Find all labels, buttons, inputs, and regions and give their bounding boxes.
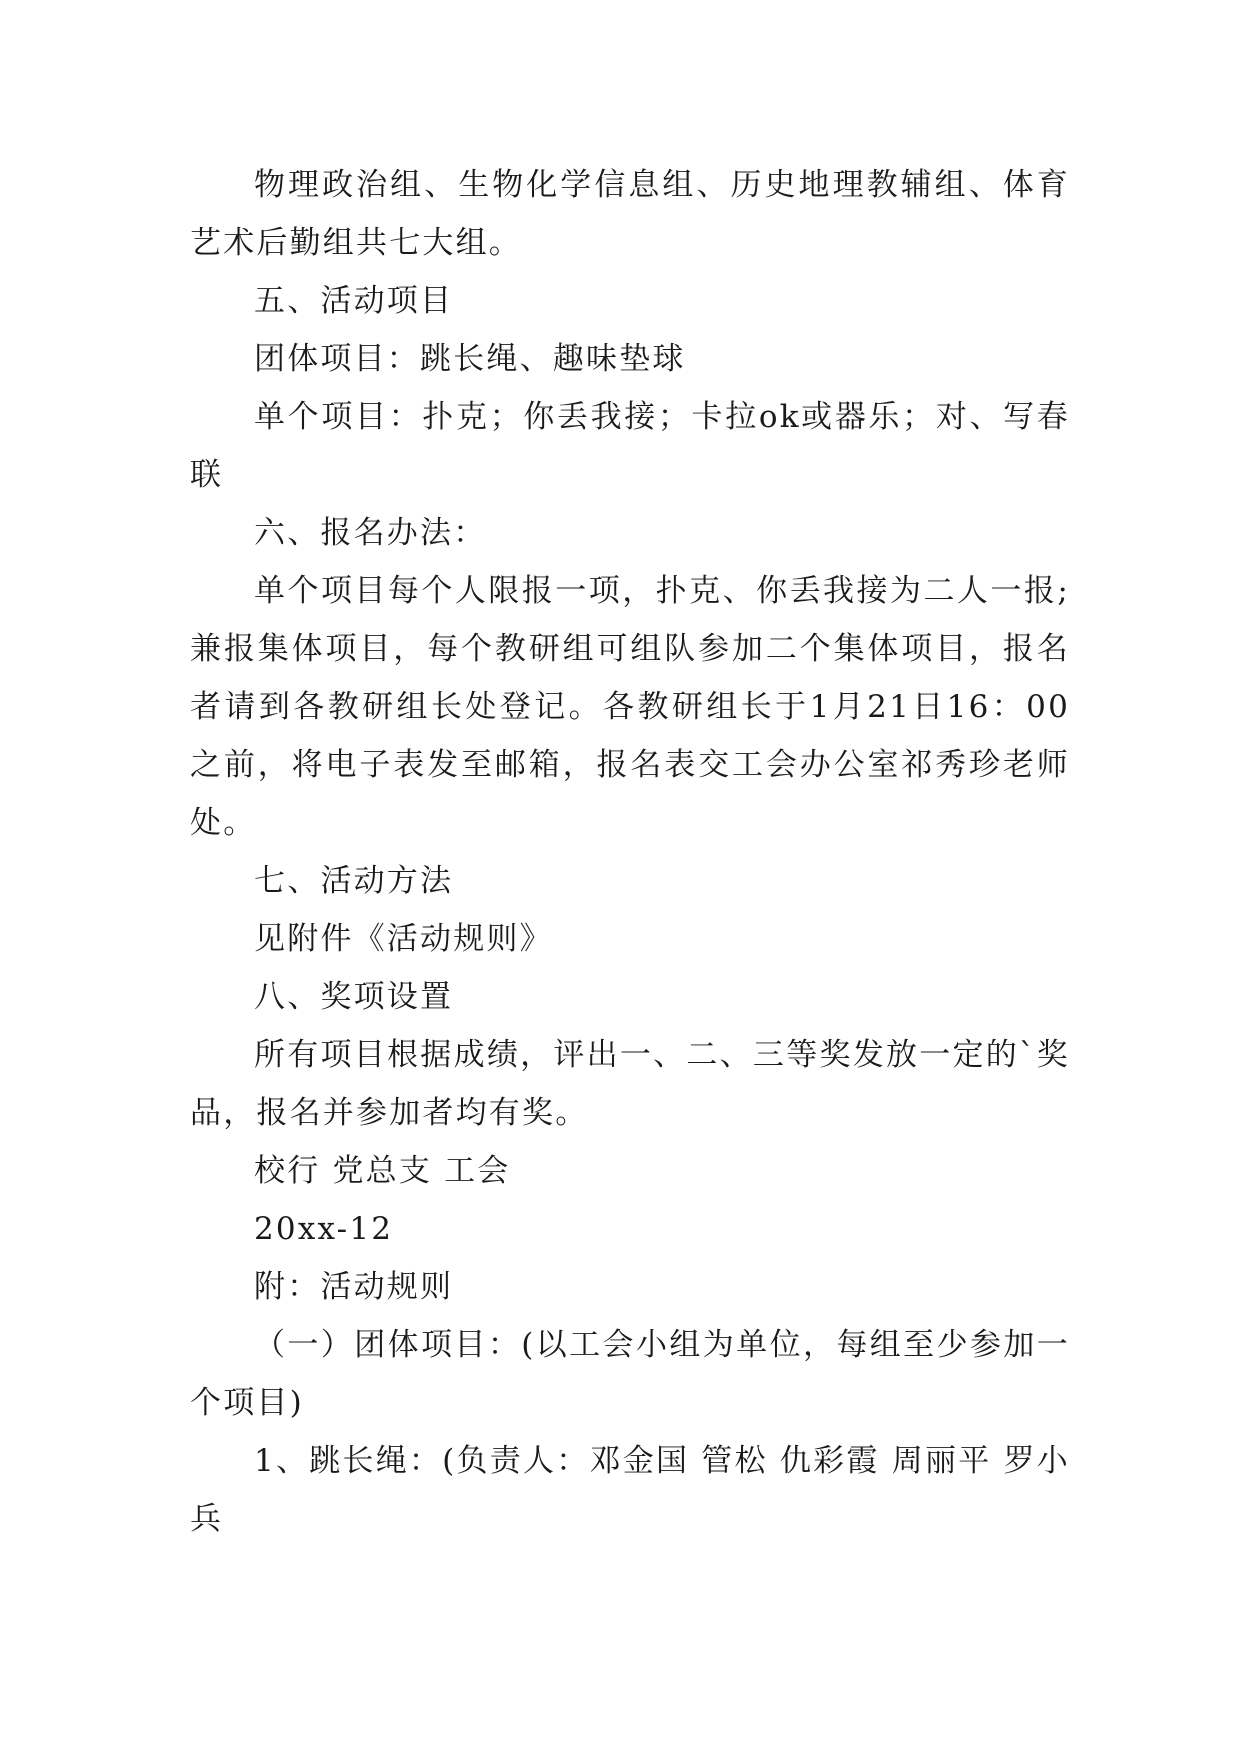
signature-date: 20xx-12: [254, 1211, 394, 1247]
paragraph-awards: 所有项目根据成绩，评出一、二、三等奖发放一定的`奖品，报名并参加者均有奖。: [190, 1037, 1070, 1131]
paragraph-team-items: 团体项目：跳长绳、趣味垫球: [254, 341, 686, 377]
heading-activity-method: 七、活动方法: [254, 863, 454, 899]
paragraph-registration: 单个项目每个人限报一项，扑克、你丢我接为二人一报;兼报集体项目，每个教研组可组队参加二个集体项目，报名者请到各教研组长处登记。各教研组长于1月21日16：00之前，将电子表发至邮箱，报名表交工会办公室祁秀珍老师处。: [190, 573, 1070, 841]
paragraph-team-project-rules: （一）团体项目：(以工会小组为单位，每组至少参加一个项目): [190, 1327, 1070, 1421]
heading-awards: 八、奖项设置: [254, 979, 454, 1015]
paragraph-single-items: 单个项目：扑克；你丢我接；卡拉ok或器乐；对、写春联: [190, 399, 1070, 493]
paragraph-jump-rope: 1、跳长绳：(负责人：邓金国 管松 仇彩霞 周丽平 罗小兵: [190, 1443, 1070, 1537]
signature-organizations: 校行 党总支 工会: [254, 1153, 511, 1189]
paragraph-see-attachment: 见附件《活动规则》: [254, 921, 553, 957]
document-body: [190, 156, 1070, 1548]
heading-registration: 六、报名办法：: [254, 515, 487, 551]
heading-activity-items: 五、活动项目: [254, 283, 454, 319]
heading-attachment-rules: 附：活动规则: [254, 1269, 454, 1305]
paragraph-groups: 物理政治组、生物化学信息组、历史地理教辅组、体育艺术后勤组共七大组。: [190, 167, 1070, 261]
